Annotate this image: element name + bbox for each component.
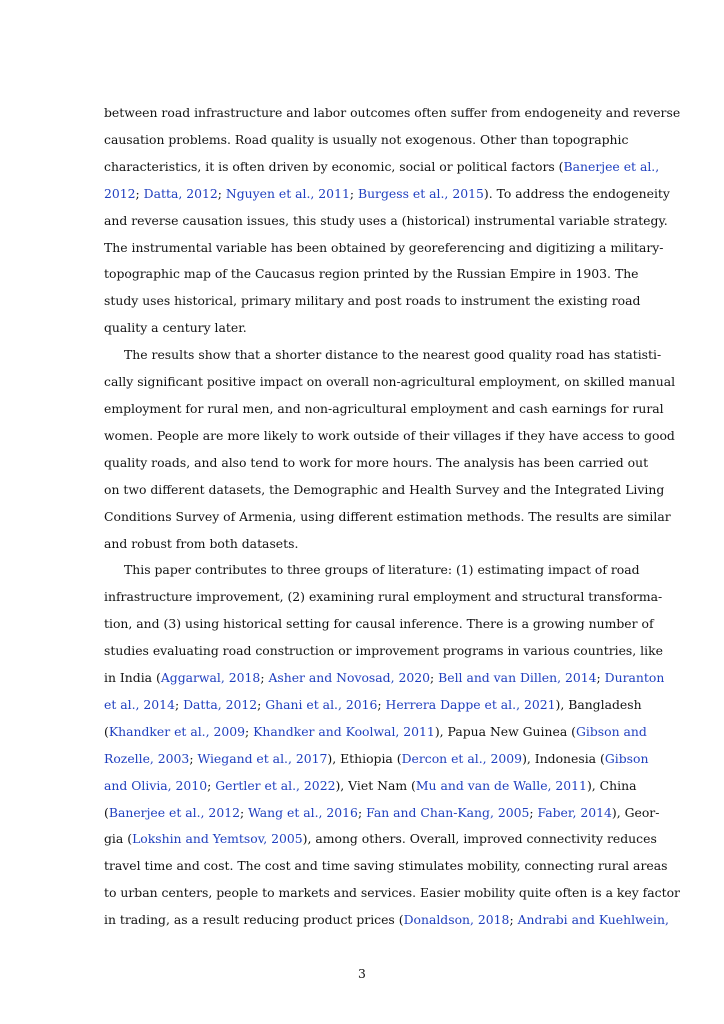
text-span: ; <box>357 804 367 820</box>
text-span: studies evaluating road construction or improvement programs in various countries, like <box>104 643 663 659</box>
text-span: ), Indonesia ( <box>522 750 605 766</box>
text-span: gia ( <box>104 831 133 847</box>
text-line <box>104 396 664 423</box>
text-span: ). To address the endogeneity <box>483 185 670 201</box>
citation-link[interactable]: Mu and van de Walle, 2011 <box>415 777 587 793</box>
text-line <box>104 692 642 719</box>
citation-link[interactable]: Duranton <box>604 670 665 686</box>
paper-body <box>104 100 681 934</box>
citation-link[interactable]: Ghani et al., 2016 <box>265 696 378 712</box>
text-span: ), Papua New Guinea ( <box>434 723 576 739</box>
citation-link[interactable]: Asher and Novosad, 2020 <box>268 670 431 686</box>
text-span: ; <box>430 670 439 686</box>
citation-link[interactable]: Gertler et al., 2022 <box>215 777 336 793</box>
text-line <box>104 584 663 611</box>
citation-link[interactable]: et al., 2014 <box>104 696 175 712</box>
text-line <box>104 719 647 746</box>
citation-link[interactable]: Dercon et al., 2009 <box>401 750 523 766</box>
text-line <box>104 800 660 827</box>
text-line <box>104 638 663 665</box>
text-span: ; <box>377 696 386 712</box>
text-line <box>104 288 641 315</box>
text-span: ; <box>217 185 226 201</box>
text-span: cally significant positive impact on overall non-agricultural employment, on skilled manual <box>104 374 676 390</box>
citation-link[interactable]: and Olivia, 2010 <box>104 777 208 793</box>
citation-link[interactable]: Khandker and Koolwal, 2011 <box>253 723 435 739</box>
text-line <box>104 342 662 369</box>
citation-link[interactable]: Bell and van Dillen, 2014 <box>438 670 597 686</box>
text-line <box>104 127 629 154</box>
text-span: ), Bangladesh <box>555 696 642 712</box>
text-line <box>104 423 675 450</box>
citation-link[interactable]: Rozelle, 2003 <box>104 750 190 766</box>
citation-link[interactable]: Datta, 2012 <box>143 185 218 201</box>
text-span: and reverse causation issues, this study uses a (historical) instrumental variable strategy. <box>104 212 668 228</box>
text-span: between road infrastructure and labor outcomes often suffer from endogeneity and reverse <box>104 105 681 120</box>
text-span: in India ( <box>104 670 161 686</box>
citation-link[interactable]: Khandker et al., 2009 <box>108 723 246 739</box>
text-span: ), China <box>586 777 637 793</box>
citation-link[interactable]: Nguyen et al., 2011 <box>225 185 350 201</box>
text-span: employment for rural men, and non-agricultural employment and cash earnings for rural <box>104 400 664 416</box>
text-line <box>104 261 639 288</box>
citation-link[interactable]: Wiegand et al., 2017 <box>197 750 328 766</box>
text-span: to urban centers, people to markets and services. Easier mobility quite often is a key factor <box>104 885 680 901</box>
text-line <box>104 853 668 880</box>
text-span: tion, and (3) using historical setting for causal inference. There is a growing number of <box>104 616 654 632</box>
text-line <box>104 880 680 907</box>
text-span: study uses historical, primary military and post roads to instrument the existing road <box>104 293 641 309</box>
text-span: on two different datasets, the Demographic and Health Survey and the Integrated Living <box>104 481 665 497</box>
text-line <box>104 100 681 127</box>
text-span: ( <box>104 723 109 739</box>
paragraph <box>104 342 676 557</box>
text-line <box>104 504 671 531</box>
text-span: ; <box>239 804 249 820</box>
citation-link[interactable]: Burgess et al., 2015 <box>357 185 484 201</box>
text-span: The results show that a shorter distance to the nearest good quality road has statisti- <box>124 347 662 363</box>
text-span: ; <box>245 723 254 739</box>
text-span: quality roads, and also tend to work for more hours. The analysis has been carried out <box>104 454 649 470</box>
citation-link[interactable]: Gibson <box>604 750 649 766</box>
citation-link[interactable]: Lokshin and Yemtsov, 2005 <box>132 831 303 847</box>
text-line <box>104 611 654 638</box>
text-span: characteristics, it is often driven by economic, social or political factors ( <box>104 158 564 174</box>
citation-link[interactable]: Banerjee et al., <box>563 158 660 174</box>
text-line <box>104 773 637 800</box>
citation-link[interactable]: Andrabi and Kuehlwein, <box>517 912 669 928</box>
citation-link[interactable]: 2012 <box>104 185 136 201</box>
citation-link[interactable]: Wang et al., 2016 <box>248 804 358 820</box>
text-span: ; <box>260 670 269 686</box>
paragraph <box>104 100 681 342</box>
text-span: topographic map of the Caucasus region printed by the Russian Empire in 1903. The <box>104 266 639 282</box>
text-span: ), among others. Overall, improved connectivity reduces <box>302 831 657 847</box>
text-line <box>104 181 670 208</box>
text-span: ), Geor- <box>611 804 660 820</box>
page-number: 3 <box>358 966 366 981</box>
text-span: ; <box>509 912 518 928</box>
citation-link[interactable]: Datta, 2012 <box>183 696 258 712</box>
text-span: ( <box>104 804 109 820</box>
citation-link[interactable]: Banerjee et al., 2012 <box>108 804 240 820</box>
text-span: women. People are more likely to work outside of their villages if they have access to good <box>104 427 675 443</box>
text-span: ; <box>349 185 358 201</box>
citation-link[interactable]: Faber, 2014 <box>537 804 612 820</box>
text-line <box>104 208 668 235</box>
text-span: in trading, as a result reducing product prices ( <box>104 912 404 928</box>
text-span: ; <box>135 185 144 201</box>
citation-link[interactable]: Aggarwal, 2018 <box>160 670 261 686</box>
text-line <box>104 746 649 773</box>
text-line <box>104 665 665 692</box>
text-line <box>104 907 669 934</box>
text-span: and robust from both datasets. <box>104 535 299 551</box>
text-span: ), Viet Nam ( <box>335 777 416 793</box>
text-span: ; <box>207 777 216 793</box>
text-line <box>104 557 640 584</box>
text-span: ; <box>189 750 198 766</box>
text-span: quality a century later. <box>104 320 247 336</box>
text-span: This paper contributes to three groups of literature: (1) estimating impact of road <box>124 562 640 578</box>
text-line <box>104 235 664 262</box>
text-span: ; <box>257 696 266 712</box>
text-span: ; <box>596 670 605 686</box>
text-line <box>104 826 657 853</box>
text-span: The instrumental variable has been obtained by georeferencing and digitizing a military- <box>104 239 664 255</box>
text-line <box>104 154 660 181</box>
citation-link[interactable]: Fan and Chan-Kang, 2005 <box>366 804 530 820</box>
citation-link[interactable]: Herrera Dappe et al., 2021 <box>385 696 556 712</box>
paragraph <box>104 557 680 934</box>
text-line <box>104 531 621 558</box>
citation-link[interactable]: Donaldson, 2018 <box>403 912 510 928</box>
text-span: infrastructure improvement, (2) examining rural employment and structural transforma- <box>104 589 663 605</box>
text-span: ), Ethiopia ( <box>327 750 402 766</box>
text-line <box>104 477 665 504</box>
text-line <box>104 315 621 342</box>
text-span: Conditions Survey of Armenia, using different estimation methods. The results are similar <box>104 508 671 524</box>
text-span: travel time and cost. The cost and time saving stimulates mobility, connecting rural areas <box>104 858 668 874</box>
text-span: ; <box>529 804 538 820</box>
citation-link[interactable]: Gibson and <box>575 723 647 739</box>
text-line <box>104 369 676 396</box>
text-span: ; <box>174 696 184 712</box>
text-span: causation problems. Road quality is usually not exogenous. Other than topographic <box>104 131 629 147</box>
text-line <box>104 450 649 477</box>
